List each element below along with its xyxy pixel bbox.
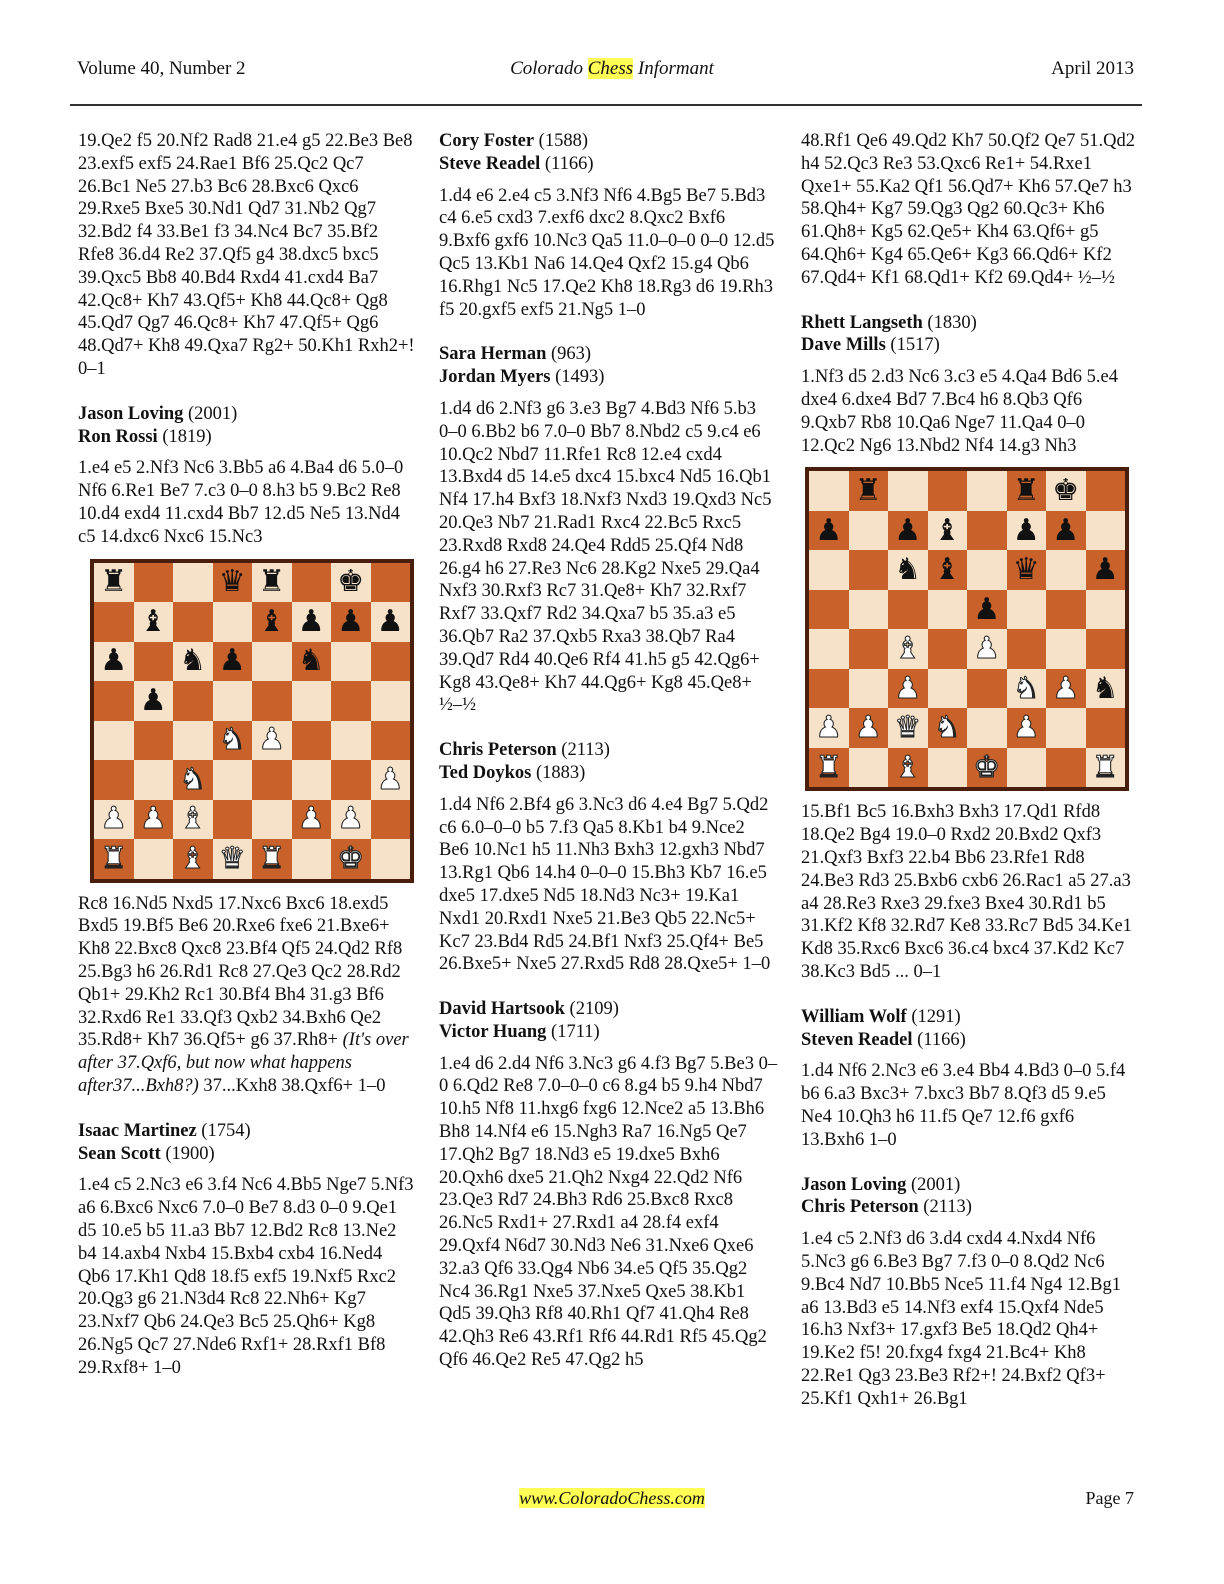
white-player — [439, 739, 779, 762]
board-square — [967, 669, 1007, 709]
black-player — [439, 1021, 779, 1044]
board-square — [371, 760, 411, 800]
black-knight-icon: ♞ — [297, 643, 325, 679]
board-square — [134, 602, 174, 642]
black-pawn-icon: ♟ — [894, 512, 922, 548]
board-square — [252, 839, 292, 879]
game-martinez-scott — [78, 1120, 418, 1380]
game-moves: 1.e4 e5 2.Nf3 Nc6 3.Bb5 a6 4.Ba4 d6 5.0–0 Nf6 6.Re1 Be7 7.c3 0–0 8.h3 b5 9.Bc2 Re8 10.d4 exd4 11.cxd4 Bb7 12.d5 Ne5 13.Nd4 c5 14.dxc6 Nxc6 15.Nc3 — [78, 458, 404, 547]
title-part-1: Colorado — [510, 58, 588, 79]
player-rating: (1166) — [912, 1029, 966, 1050]
black-pawn-icon: ♟ — [1091, 552, 1119, 588]
board-square — [94, 800, 134, 840]
board-square — [928, 748, 968, 788]
game-loving-peterson — [801, 1174, 1141, 1411]
board-square — [1046, 471, 1086, 511]
black-bishop-icon: ♝ — [258, 603, 286, 639]
black-king-icon: ♚ — [337, 564, 365, 600]
board-square — [849, 708, 889, 748]
board-square — [928, 629, 968, 669]
black-knight-icon: ♞ — [179, 643, 207, 679]
board-square — [1007, 708, 1047, 748]
black-rook-icon: ♜ — [100, 564, 128, 600]
player-rating: (1588) — [534, 131, 588, 151]
board-square — [1046, 708, 1086, 748]
board-square — [809, 669, 849, 709]
board-square — [967, 629, 1007, 669]
board-square — [173, 563, 213, 603]
white-pawn-icon: ♟ — [337, 801, 365, 837]
player-rating: (963) — [546, 344, 592, 365]
game-continuation — [78, 130, 418, 381]
game-continuation — [801, 130, 1141, 290]
board-square — [928, 708, 968, 748]
player-name: William Wolf — [801, 1006, 907, 1027]
board-square — [371, 681, 411, 721]
board-square — [809, 708, 849, 748]
white-rook-icon: ♜ — [1091, 749, 1119, 785]
board-square — [371, 563, 411, 603]
white-player — [439, 130, 779, 153]
board-square — [94, 642, 134, 682]
black-pawn-icon: ♟ — [1012, 512, 1040, 548]
board-square — [252, 681, 292, 721]
board-square — [1007, 471, 1047, 511]
board-square — [252, 800, 292, 840]
white-pawn-icon: ♟ — [854, 710, 882, 746]
player-name: Steven Readel — [801, 1029, 913, 1050]
player-name: Chris Peterson — [439, 740, 557, 761]
board-square — [371, 602, 411, 642]
game-wolf-readel — [801, 1006, 1141, 1152]
game-moves: 1.d4 e6 2.e4 c5 3.Nf3 Nf6 4.Bg5 Be7 5.Bd3 c4 6.e5 cxd3 7.exf6 dxc2 8.Qxc2 Bxf6 9.Bxf6 gxf6 10.Nc3 Qa5 11.0–0–0 0–0 12.d5 Qc5 13.Kb1 Na6 14.Qe4 Qxf2 15.g4 Qb6 16.Rhg1 Nc5 17.Qe2 Kh8 18.Rg3 d6 19.Rh3 f5 20.gxf5 exf5 21.Ng5 1–0 — [439, 185, 775, 320]
player-rating: (2113) — [918, 1197, 972, 1218]
player-name: Sean Scott — [78, 1143, 161, 1164]
black-pawn-icon: ♟ — [815, 512, 843, 548]
black-player — [801, 1029, 1141, 1052]
black-player — [439, 762, 779, 785]
board-square — [213, 563, 253, 603]
white-knight-icon: ♞ — [1012, 670, 1040, 706]
board-square — [967, 550, 1007, 590]
board-square — [1086, 629, 1126, 669]
board-square — [331, 602, 371, 642]
board-square — [967, 590, 1007, 630]
black-pawn-icon: ♟ — [973, 591, 1001, 627]
black-player — [801, 1196, 1141, 1219]
board-square — [888, 629, 928, 669]
header-volume: Volume 40, Number 2 — [77, 58, 246, 79]
board-square — [1046, 629, 1086, 669]
board-square — [292, 602, 332, 642]
black-player — [78, 1143, 418, 1166]
game-moves: 1.d4 Nf6 2.Bf4 g6 3.Nc3 d6 4.e4 Bg7 5.Qd2 c6 6.0–0–0 b5 7.f3 Qa5 8.Kb1 b4 9.Nce2 Be6 10.Nc1 h5 11.Nh3 Bxh3 12.gxh3 Nbd7 13.Rg1 Qb6 14.h4 0–0–0 15.Bh3 Kb7 16.e5 dxe5 17.dxe5 Nd5 18.Nd3 Nc3+ 19.Ka1 Nxd1 20.Rxd1 Nxe5 21.Be3 Qb5 22.Nc5+ Kc7 23.Bd4 Rd5 24.Bf1 Nxf3 25.Qf4+ Be5 26.Bxe5+ Nxe5 27.Rxd5 Rd8 28.Qxe5+ 1–0 — [439, 794, 771, 975]
game-moves: 1.e4 d6 2.d4 Nf6 3.Nc3 g6 4.f3 Bg7 5.Be3 0–0 6.Qd2 Re8 7.0–0–0 c6 8.g4 b5 9.h4 Nbd7 10.h5 Nf8 11.hxg6 fxg6 12.Nce2 a5 13.Bh6 Bh8 14.Nf4 e6 15.Ngh3 Ra7 16.Ng5 Qe7 17.Qh2 Bg7 18.Nd3 e5 19.dxe5 Bxh6 20.Qxh6 dxe5 21.Qh2 Nxg4 22.Qd2 Nf6 23.Qe3 Rd7 24.Bh3 Rd6 25.Bxc8 Rxc8 26.Nc5 Rxd1+ 27.Rxd1 a4 28.f4 exf4 29.Qxf4 N6d7 30.Nd3 Ne6 31.Nxe6 Qxe6 32.a3 Qf6 33.Qg4 Nb6 34.e5 Qf5 35.Qg2 Nc4 36.Rg1 Nxe5 37.Nxe5 Qxe5 38.Kb1 Qd5 39.Qh3 Rf8 40.Rh1 Qf7 41.Qh4 Re8 42.Qh3 Re6 43.Rf1 Rf6 44.Rd1 Rf5 45.Qg2 Qf6 46.Qe2 Re5 47.Qg2 h5 — [439, 1053, 778, 1371]
board-square — [134, 563, 174, 603]
board-square — [94, 563, 134, 603]
board-square — [292, 760, 332, 800]
board-square — [1046, 550, 1086, 590]
player-name: Chris Peterson — [801, 1197, 919, 1218]
board-square — [371, 642, 411, 682]
chess-diagram — [805, 467, 1129, 791]
white-player — [801, 1006, 1141, 1029]
black-bishop-icon: ♝ — [933, 552, 961, 588]
player-rating: (1819) — [157, 426, 212, 447]
board-square — [134, 800, 174, 840]
board-square — [134, 760, 174, 800]
player-rating: (1883) — [531, 762, 586, 783]
game-moves: 19.Qe2 f5 20.Nf2 Rad8 21.e4 g5 22.Be3 Be8 23.exf5 exf5 24.Rae1 Bf6 25.Qc2 Qc7 26.Bc1 Ne5 27.b3 Bc6 28.Bxc6 Qxc6 29.Rxe5 Bxe5 30.Nd1 Qd7 31.Nb2 Qg7 32.Bd2 f4 33.Be1 f3 34.Nc4 Bc7 35.Bf2 Rfe8 36.d4 Re2 37.Qf5 g4 38.dxc5 bxc5 39.Qxc5 Bb8 40.Bd4 Rxd4 41.cxd4 Ba7 42.Qc8+ Kh7 43.Qf5+ Kh8 44.Qc8+ Qg8 45.Qd7 Qg7 46.Qc8+ Kh7 47.Qf5+ Qg6 48.Qd7+ Kh8 49.Qxa7 Rg2+ 50.Kh1 Rxh2+! 0–1 — [78, 131, 415, 379]
game-moves — [78, 893, 418, 1098]
board-square — [928, 471, 968, 511]
black-rook-icon: ♜ — [258, 564, 286, 600]
board-square — [1086, 511, 1126, 551]
board-square — [849, 629, 889, 669]
board-square — [331, 839, 371, 879]
player-name: Dave Mills — [801, 335, 886, 356]
board-square — [173, 721, 213, 761]
board-square — [849, 669, 889, 709]
board-square — [809, 629, 849, 669]
board-square — [809, 590, 849, 630]
board-square — [888, 550, 928, 590]
white-king-icon: ♚ — [973, 749, 1001, 785]
board-square — [1086, 471, 1126, 511]
board-square — [928, 550, 968, 590]
board-square — [134, 721, 174, 761]
player-rating: (2001) — [906, 1174, 961, 1195]
header-title — [0, 58, 1224, 80]
white-pawn-icon: ♟ — [1052, 670, 1080, 706]
board-square — [1007, 669, 1047, 709]
board-square — [888, 590, 928, 630]
player-name: David Hartsook — [439, 999, 565, 1020]
board-square — [292, 721, 332, 761]
board-square — [213, 642, 253, 682]
board-square — [809, 471, 849, 511]
board-square — [849, 590, 889, 630]
white-player — [801, 1174, 1141, 1197]
annotation-comment: (It's over after 37.Qxf6, but now what happens after37...Bxh8?) — [78, 1030, 409, 1096]
board-square — [809, 511, 849, 551]
board-square — [331, 642, 371, 682]
black-pawn-icon: ♟ — [100, 643, 128, 679]
game-loving-rossi — [78, 403, 418, 1098]
white-pawn-icon: ♟ — [815, 710, 843, 746]
white-bishop-icon: ♝ — [179, 801, 207, 837]
white-knight-icon: ♞ — [179, 761, 207, 797]
board-square — [1007, 511, 1047, 551]
board-square — [331, 681, 371, 721]
board-square — [888, 471, 928, 511]
white-bishop-icon: ♝ — [894, 631, 922, 667]
board-square — [1007, 550, 1047, 590]
footer-url[interactable] — [0, 1488, 1224, 1509]
black-pawn-icon: ♟ — [376, 603, 404, 639]
white-rook-icon: ♜ — [100, 840, 128, 876]
white-player — [78, 403, 418, 426]
board-square — [292, 563, 332, 603]
board-square — [213, 681, 253, 721]
board-square — [292, 642, 332, 682]
board-square — [888, 748, 928, 788]
title-part-2: Informant — [633, 58, 714, 79]
player-name: Jason Loving — [78, 403, 184, 424]
white-player — [439, 343, 779, 366]
white-pawn-icon: ♟ — [139, 801, 167, 837]
game-moves: 1.Nf3 d5 2.d3 Nc6 3.c3 e5 4.Qa4 Bd6 5.e4 dxe4 6.dxe4 Bd7 7.Bc4 h6 8.Qb3 Qf6 9.Qxb7 Rb8 10.Qa6 Nge7 11.Qa4 0–0 12.Qc2 Ng6 13.Nbd2 Nf4 14.g3 Nh3 — [801, 367, 1119, 456]
board-square — [1086, 590, 1126, 630]
moves-text: Rc8 16.Nd5 Nxd5 17.Nxc6 Bxc6 18.exd5 Bxd5 19.Bf5 Be6 20.Rxe6 fxe6 21.Bxe6+ Kh8 22.Bxc8 Qxc8 23.Bf4 Qf5 24.Qd2 Rf8 25.Bg3 h6 26.Rd1 Rc8 27.Qe3 Qc2 28.Rd2 Qb1+ 29.Kh2 Rc1 30.Bf4 Bh4 31.g3 Bf6 32.Rxd6 Re1 33.Qf3 Qxb2 34.Bxh6 Qe2 35.Rd8+ Kh7 36.Qf5+ g6 37.Rh8+ — [78, 893, 403, 1051]
title-highlight: Chess — [587, 58, 634, 79]
white-queen-icon: ♛ — [894, 710, 922, 746]
moves-text: 37...Kxh8 38.Qxf6+ 1–0 — [198, 1075, 386, 1096]
board-square — [94, 602, 134, 642]
white-rook-icon: ♜ — [258, 840, 286, 876]
game-moves: 1.e4 c5 2.Nf3 d6 3.d4 cxd4 4.Nxd4 Nf6 5.Nc3 g6 6.Be3 Bg7 7.f3 0–0 8.Qd2 Nc6 9.Bc4 Nd7 10.Bb5 Nce5 11.f4 Ng4 12.Bg1 a6 13.Bd3 e5 14.Nf3 exf4 15.Qxf4 Nde5 16.h3 Nxf3+ 17.gxf3 Be5 18.Qd2 Qh4+ 19.Ke2 f5! 20.fxg4 fxg4 21.Bc4+ Kh8 22.Re1 Qg3 23.Be3 Rf2+! 24.Bxf2 Qf3+ 25.Kf1 Qxh1+ 26.Bg1 — [801, 1229, 1121, 1409]
player-name: Victor Huang — [439, 1021, 547, 1042]
board-square — [888, 669, 928, 709]
board-square — [928, 590, 968, 630]
game-moves: 15.Bf1 Bc5 16.Bxh3 Bxh3 17.Qd1 Rfd8 18.Qe2 Bg4 19.0–0 Rxd2 20.Bxd2 Qxf3 21.Qxf3 Bxf3 22.b4 Bb6 23.Rfe1 Rd8 24.Be3 Rd3 25.Bxb6 cxb6 26.Rac1 a5 27.a3 a4 28.Re3 Rxe3 29.fxe3 Bxe4 30.Rd1 b5 31.Kf2 Kf8 32.Rd7 Ke8 33.Rc7 Bd5 34.Ke1 Kd8 35.Rxc6 Bxc6 36.c4 bxc4 37.Kd2 Kc7 38.Kc3 Bd5 ... 0–1 — [801, 802, 1132, 982]
page-number: Page 7 — [1085, 1488, 1134, 1508]
board-square — [252, 563, 292, 603]
board-square — [849, 511, 889, 551]
board-square — [1046, 748, 1086, 788]
player-rating: (1493) — [550, 367, 605, 388]
board-square — [173, 800, 213, 840]
player-rating: (1711) — [546, 1021, 600, 1042]
board-square — [967, 748, 1007, 788]
board-square — [94, 760, 134, 800]
white-bishop-icon: ♝ — [894, 749, 922, 785]
board-square — [331, 563, 371, 603]
black-queen-icon: ♛ — [1012, 552, 1040, 588]
board-square — [292, 839, 332, 879]
board-square — [252, 721, 292, 761]
header-date: April 2013 — [1051, 58, 1134, 79]
black-pawn-icon: ♟ — [1052, 512, 1080, 548]
player-rating: (1830) — [922, 312, 977, 333]
board-square — [967, 471, 1007, 511]
black-bishop-icon: ♝ — [139, 603, 167, 639]
column-2 — [439, 130, 779, 1394]
white-player — [439, 998, 779, 1021]
board-square — [849, 471, 889, 511]
white-pawn-icon: ♟ — [297, 801, 325, 837]
white-pawn-icon: ♟ — [1012, 710, 1040, 746]
player-rating: (2001) — [183, 403, 238, 424]
player-name: Rhett Langseth — [801, 312, 923, 333]
board-square — [134, 681, 174, 721]
black-player — [78, 426, 418, 449]
board-square — [371, 839, 411, 879]
board-square — [173, 760, 213, 800]
game-moves: 1.d4 Nf6 2.Nc3 e6 3.e4 Bb4 4.Bd3 0–0 5.f4 b6 6.a3 Bxc3+ 7.bxc3 Bb7 8.Qf3 d5 9.e5 Ne4 10.Qh3 h6 11.f5 Qe7 12.f6 gxf6 13.Bxh6 1–0 — [801, 1061, 1126, 1150]
game-moves: 48.Rf1 Qe6 49.Qd2 Kh7 50.Qf2 Qe7 51.Qd2 h4 52.Qc3 Re3 53.Qxc6 Re1+ 54.Rxe1 Qxe1+ 55.Ka2 Qf1 56.Qd7+ Kh6 57.Qe7 h3 58.Qh4+ Kg7 59.Qg3 Qg2 60.Qc3+ Kh6 61.Qh8+ Kg5 62.Qe5+ Kh4 63.Qf6+ g5 64.Qh6+ Kg4 65.Qe6+ Kg3 66.Qd6+ Kf2 67.Qd4+ Kf1 68.Qd1+ Kf2 69.Qd4+ ½–½ — [801, 131, 1135, 288]
black-rook-icon: ♜ — [1012, 473, 1040, 509]
board-square — [331, 721, 371, 761]
board-square — [173, 602, 213, 642]
white-player — [801, 312, 1141, 335]
black-player — [439, 366, 779, 389]
board-square — [252, 642, 292, 682]
board-square — [849, 550, 889, 590]
player-rating: (1900) — [160, 1143, 215, 1164]
board-square — [94, 721, 134, 761]
board-square — [1007, 629, 1047, 669]
player-name: Ron Rossi — [78, 426, 158, 447]
board-square — [134, 839, 174, 879]
board-square — [252, 602, 292, 642]
board-square — [849, 748, 889, 788]
board-square — [1007, 590, 1047, 630]
game-hartsook-huang — [439, 998, 779, 1372]
board-square — [967, 511, 1007, 551]
player-name: Cory Foster — [439, 131, 535, 151]
game-herman-myers — [439, 343, 779, 717]
black-king-icon: ♚ — [1052, 473, 1080, 509]
board-square — [331, 800, 371, 840]
player-name: Jordan Myers — [439, 367, 551, 388]
white-knight-icon: ♞ — [218, 722, 246, 758]
game-foster-readel — [439, 130, 779, 321]
board-square — [213, 839, 253, 879]
board-square — [809, 748, 849, 788]
black-queen-icon: ♛ — [218, 564, 246, 600]
white-king-icon: ♚ — [337, 840, 365, 876]
player-name: Ted Doykos — [439, 762, 532, 783]
player-name: Isaac Martinez — [78, 1120, 197, 1141]
white-player — [78, 1120, 418, 1143]
header-rule — [70, 104, 1142, 106]
board-square — [292, 800, 332, 840]
board-square — [213, 800, 253, 840]
player-rating: (2109) — [564, 999, 619, 1020]
game-peterson-doykos — [439, 739, 779, 976]
black-bishop-icon: ♝ — [933, 512, 961, 548]
game-langseth-mills — [801, 312, 1141, 984]
game-moves: 1.e4 c5 2.Nc3 e6 3.f4 Nc6 4.Bb5 Nge7 5.Nf3 a6 6.Bxc6 Nxc6 7.0–0 Be7 8.d3 0–0 9.Qe1 d5 10.e5 b5 11.a3 Bb7 12.Bd2 Rc8 13.Ne2 b4 14.axb4 Nxb4 15.Bxb4 cxb4 16.Ned4 Qb6 17.Kh1 Qd8 18.f5 exf5 19.Nxf5 Rxc2 20.Qg3 g6 21.N3d4 Rc8 22.Nh6+ Kg7 23.Nxf7 Qb6 24.Qe3 Bc5 25.Qh6+ Kg8 26.Ng5 Qc7 27.Nde6 Rxf1+ 28.Rxf1 Bf8 29.Rxf8+ 1–0 — [78, 1175, 414, 1378]
board-square — [213, 721, 253, 761]
board-square — [1046, 590, 1086, 630]
board-square — [331, 760, 371, 800]
black-knight-icon: ♞ — [894, 552, 922, 588]
column-1 — [78, 130, 418, 1401]
black-knight-icon: ♞ — [1091, 670, 1119, 706]
board-square — [292, 681, 332, 721]
black-pawn-icon: ♟ — [218, 643, 246, 679]
board-square — [94, 839, 134, 879]
black-pawn-icon: ♟ — [139, 682, 167, 718]
player-name: Sara Herman — [439, 344, 547, 365]
white-knight-icon: ♞ — [933, 710, 961, 746]
board-square — [928, 669, 968, 709]
board-square — [173, 839, 213, 879]
board-square — [134, 642, 174, 682]
board-square — [888, 511, 928, 551]
board-square — [1046, 511, 1086, 551]
white-queen-icon: ♛ — [218, 840, 246, 876]
white-pawn-icon: ♟ — [973, 631, 1001, 667]
black-pawn-icon: ♟ — [297, 603, 325, 639]
board-square — [928, 511, 968, 551]
board-square — [1007, 748, 1047, 788]
black-rook-icon: ♜ — [854, 473, 882, 509]
board-square — [1086, 708, 1126, 748]
white-pawn-icon: ♟ — [894, 670, 922, 706]
game-moves: 1.d4 d6 2.Nf3 g6 3.e3 Bg7 4.Bd3 Nf6 5.b3 0–0 6.Bb2 b6 7.0–0 Bb7 8.Nbd2 c5 9.c4 e6 10.Qc2 Nbd7 11.Rfe1 Rc8 12.e4 cxd4 13.Bxd4 d5 14.e5 dxc4 15.bxc4 Nd5 16.Qb1 Nf4 17.h4 Bxf3 18.Nxf3 Nxd3 19.Qxd3 Nc5 20.Qe3 Nb7 21.Rad1 Rxc4 22.Bc5 Rxc5 23.Rxd8 Rxd8 24.Qe4 Rdd5 25.Qf4 Nd8 26.g4 h6 27.Re3 Nc6 28.Kg2 Nxe5 29.Qa4 Nxf3 30.Rxf3 Rc7 31.Qe8+ Kh7 32.Rxf7 Rxf7 33.Qxf7 Rd2 34.Qxa7 b5 35.a3 e5 36.Qb7 Ra2 37.Qxb5 Rxa3 38.Qb7 Ra4 39.Qd7 Rd4 40.Qe6 Rf4 41.h5 g5 42.Qg6+ Kg8 43.Qe8+ Kh7 44.Qg6+ Kg8 45.Qe8+ ½–½ — [439, 398, 772, 716]
board-square — [173, 642, 213, 682]
white-bishop-icon: ♝ — [179, 840, 207, 876]
board-square — [94, 681, 134, 721]
board-square — [1046, 669, 1086, 709]
player-name: Steve Readel — [439, 153, 541, 174]
board-square — [173, 681, 213, 721]
white-pawn-icon: ♟ — [258, 722, 286, 758]
chess-diagram — [90, 559, 414, 883]
board-square — [809, 550, 849, 590]
footer-link[interactable]: www.ColoradoChess.com — [519, 1488, 705, 1508]
black-player — [439, 153, 779, 176]
board-square — [1086, 748, 1126, 788]
board-square — [1086, 550, 1126, 590]
board-square — [213, 760, 253, 800]
player-rating: (1291) — [906, 1006, 961, 1027]
player-rating: (2113) — [556, 740, 610, 761]
player-rating: (1517) — [885, 335, 940, 356]
column-3 — [801, 130, 1141, 1432]
player-name: Jason Loving — [801, 1174, 907, 1195]
board-square — [371, 800, 411, 840]
board-square — [213, 602, 253, 642]
board-square — [967, 708, 1007, 748]
black-player — [801, 334, 1141, 357]
board-square — [371, 721, 411, 761]
white-rook-icon: ♜ — [815, 749, 843, 785]
white-pawn-icon: ♟ — [376, 761, 404, 797]
board-square — [1086, 669, 1126, 709]
black-pawn-icon: ♟ — [337, 603, 365, 639]
board-square — [888, 708, 928, 748]
player-rating: (1754) — [196, 1120, 251, 1141]
board-square — [252, 760, 292, 800]
player-rating: (1166) — [540, 153, 594, 174]
white-pawn-icon: ♟ — [100, 801, 128, 837]
